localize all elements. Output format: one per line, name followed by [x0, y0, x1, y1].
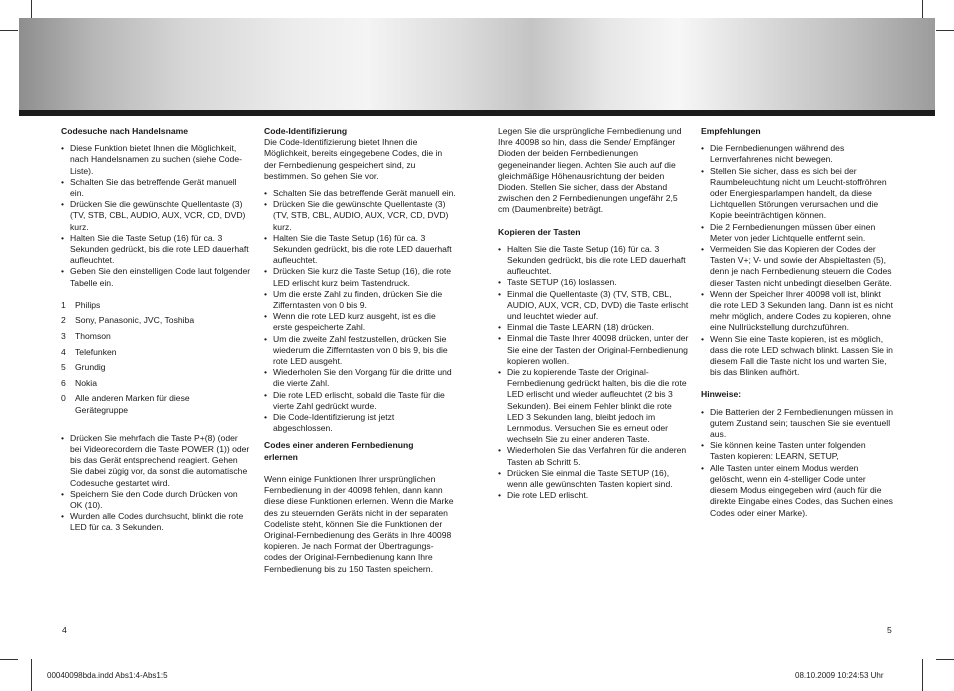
brand-row: 4 Telefunken [61, 346, 117, 357]
brand-row: 3 Thomson [61, 331, 111, 342]
paragraph: Die Code-Identifizierung bietet Ihnen die Möglichkeit, bereits eingegebene Codes, die in der Fernbedienung gespeichert sind, zu bestimmen. So gehen Sie vor. [264, 137, 443, 181]
bullet-list [701, 407, 893, 519]
list-item: • Halten Sie die Taste Setup (16) für ca. 3 Sekunden gedrückt, bis die rote LED dauerhaft aufleuchtet. [498, 244, 690, 278]
column-4 [701, 126, 893, 519]
list-item: • Vermeiden Sie das Kopieren der Codes der Tasten V+; V- und sowie der Abspieltasten (5), denn je nach Fernbedienung steuern die Codes dieser Tasten nicht unbedingt dieselben Geräte. [701, 244, 893, 289]
section-heading: Kopieren der Tasten [498, 226, 581, 237]
paragraph: Wenn einige Funktionen Ihrer ursprünglichen Fernbedienung in der 40098 fehlen, dann kann diese diese Funktionen erlernen. Wenn die Marke des zu steuernden Geräts nicht in der separaten Codeliste steht, können Sie die Funktionen der Original-Fernbedienung des Geräts in Ihre 40098 kopieren. Je nach Format der Übertragungs-codes der Original-Fernbedienung kann Ihre Fernbedienung bis zu 150 Tasten speichern. [264, 473, 454, 574]
list-item: • Wiederholen Sie das Verfahren für die anderen Tasten ab Schritt 5. [498, 445, 690, 467]
list-item: • Die Batterien der 2 Fernbedienungen müssen in gutem Zustand sein; tauschen Sie sie eventuell aus. [701, 407, 893, 441]
column-1 [61, 126, 251, 534]
section-heading: Code-Identifizierung [264, 126, 348, 136]
crop-mark [31, 659, 32, 691]
list-item: • Einmal die Quellentaste (3) (TV, STB, CBL, AUDIO, AUX, VCR, CD, DVD) die Taste erlischt und leuchtet wieder auf. [498, 289, 690, 323]
section-heading: Codes einer anderen Fernbedienung erlernen [264, 440, 414, 462]
crop-mark [922, 0, 923, 18]
banner-divider [19, 110, 935, 116]
bullet-list [701, 143, 893, 378]
list-item: • Drücken Sie kurz die Taste Setup (16), die rote LED erlischt kurz beim Tastendruck. [264, 266, 456, 288]
list-item: • Die Code-Identifizierung ist jetzt abgeschlossen. [264, 412, 456, 434]
crop-mark [31, 0, 32, 18]
list-item: • Halten Sie die Taste Setup (16) für ca. 3 Sekunden gedrückt, bis die rote LED dauerhaft aufleuchtet. [61, 233, 251, 267]
bullet-list [498, 244, 690, 502]
list-item: • Diese Funktion bietet Ihnen die Möglichkeit, nach Handelsnamen zu suchen (siehe Code-Liste). [61, 143, 251, 177]
list-item: • Schalten Sie das betreffende Gerät manuell ein. [61, 177, 251, 199]
list-item: • Drücken Sie die gewünschte Quellentaste (3) (TV, STB, CBL, AUDIO, AUX, VCR, CD, DVD) kurz. [264, 199, 456, 233]
list-item: • Wenn der Speicher Ihrer 40098 voll ist, blinkt die rote LED 3 Sekunden lang. Dann ist es nicht mehr möglich, andere Codes zu kopieren, ohne eine Nullrückstellung durchzuführen. [701, 289, 893, 334]
list-item: • Wurden alle Codes durchsucht, blinkt die rote LED für ca. 3 Sekunden. [61, 511, 251, 533]
list-item: • Alle Tasten unter einem Modus werden gelöscht, wenn ein 4-stelliger Code unter diesem Modus eingegeben wird (auch für die direkte Eingabe eines Codes, das Suchen eines Codes oder einer Marke). [701, 463, 893, 519]
brand-row: 2 Sony, Panasonic, JVC, Toshiba [61, 315, 195, 326]
list-item: • Stellen Sie sicher, dass es sich bei der Raumbeleuchtung nicht um Leucht-stoffröhren oder Energiesparlampen handelt, da diese Lichtquellen Störungen verursachen und die Kopie beeinträchtigen können. [701, 166, 893, 222]
section-heading: Hinweise: [701, 389, 742, 400]
list-item: • Die zu kopierende Taste der Original-Fernbedienung gedrückt halten, bis die die rote LED erlischt und wieder aufleuchtet (2 bis 3 Sekunden). Bei einem Fehler blinkt die rote LED 3 Sekunden lang, bleibt jedoch im Lernmodus. Versuchen Sie es erneut oder wechseln Sie zu einer anderen Taste. [498, 367, 690, 445]
list-item: • Wenn Sie eine Taste kopieren, ist es möglich, dass die rote LED schwach blinkt. Lassen Sie in diesem Fall die Taste nicht los und warten Sie, bis das Blinken aufhört. [701, 334, 893, 379]
brand-row: 0 Alle anderen Marken für diese Gerätegruppe [61, 393, 190, 415]
brand-row: 6 Nokia [61, 377, 97, 388]
section-heading: Empfehlungen [701, 126, 761, 136]
bullet-list [61, 433, 251, 534]
list-item: • Um die zweite Zahl festzustellen, drücken Sie wiederum die Zifferntasten von 0 bis 9, bis die rote LED ausgeht. [264, 334, 456, 368]
bullet-list [61, 143, 251, 289]
print-slug-file: 00040098bda.indd Abs1:4-Abs1:5 [47, 671, 168, 680]
list-item: • Um die erste Zahl zu finden, drücken Sie die Zifferntasten von 0 bis 9. [264, 289, 456, 311]
crop-mark [922, 659, 923, 691]
page-number-left: 4 [62, 625, 67, 635]
list-item: • Halten Sie die Taste Setup (16) für ca. 3 Sekunden gedrückt, bis die rote LED dauerhaft aufleuchtet. [264, 233, 456, 267]
brushed-metal-banner [19, 18, 935, 111]
print-slug-timestamp: 08.10.2009 10:24:53 Uhr [795, 671, 884, 680]
list-item: • Drücken Sie mehrfach die Taste P+(8) (oder bei Videorecordern die Taste POWER (1)) oder bis das Gerät entsprechend reagiert. Gehen Sie dabei zügig vor, da sonst die automatische Codesuche gestartet wird. [61, 433, 251, 489]
brand-row: 5 Grundig [61, 362, 106, 373]
paragraph: Legen Sie die ursprüngliche Fernbedienung und Ihre 40098 so hin, dass die Sende/ Empfänger Dioden der beiden Fernbedienungen gegeneinander liegen. Achten Sie auch auf die gleichmäßige Höhenausrichtung der beiden Dioden. Stellen Sie sicher, dass der Abstand zwischen den 2 Fernbedienungen ungefähr 2,5 cm (Daumenbreite) beträgt. [498, 126, 682, 215]
list-item: • Schalten Sie das betreffende Gerät manuell ein. [264, 188, 456, 199]
column-3 [498, 126, 690, 502]
crop-mark [0, 30, 18, 31]
list-item: • Einmal die Taste LEARN (18) drücken. [498, 322, 690, 333]
list-item: • Die 2 Fernbedienungen müssen über einen Meter von jeder Lichtquelle entfernt sein. [701, 222, 893, 244]
list-item: • Die rote LED erlischt. [498, 490, 690, 501]
list-item: • Wiederholen Sie den Vorgang für die dritte und die vierte Zahl. [264, 367, 456, 389]
page-number-right: 5 [887, 625, 892, 635]
list-item: • Die Fernbedienungen während des Lernverfahrenes nicht bewegen. [701, 143, 893, 165]
list-item: • Die rote LED erlischt, sobald die Taste für die vierte Zahl gedrückt wurde. [264, 390, 456, 412]
list-item: • Taste SETUP (16) loslassen. [498, 277, 690, 288]
brand-table [61, 300, 251, 416]
list-item: • Wenn die rote LED kurz ausgeht, ist es die erste gespeicherte Zahl. [264, 311, 456, 333]
list-item: • Drücken Sie die gewünschte Quellentaste (3) (TV, STB, CBL, AUDIO, AUX, VCR, CD, DVD) kurz. [61, 199, 251, 233]
list-item: • Speichern Sie den Code durch Drücken von OK (10). [61, 489, 251, 511]
bullet-list [264, 188, 456, 434]
column-2 [264, 126, 456, 575]
section-heading: Codesuche nach Handelsname [61, 126, 189, 136]
list-item: • Sie können keine Tasten unter folgenden Tasten kopieren: LEARN, SETUP, [701, 440, 893, 462]
list-item: • Einmal die Taste Ihrer 40098 drücken, unter der Sie eine der Tasten der Original-Fernbedienung kopieren wollen. [498, 333, 690, 367]
crop-mark [0, 659, 18, 660]
crop-mark [936, 30, 954, 31]
list-item: • Drücken Sie einmal die Taste SETUP (16), wenn alle gewünschten Tasten kopiert sind. [498, 468, 690, 490]
crop-mark [936, 659, 954, 660]
list-item: • Geben Sie den einstelligen Code laut folgender Tabelle ein. [61, 266, 251, 288]
brand-row: 1 Philips [61, 299, 101, 310]
